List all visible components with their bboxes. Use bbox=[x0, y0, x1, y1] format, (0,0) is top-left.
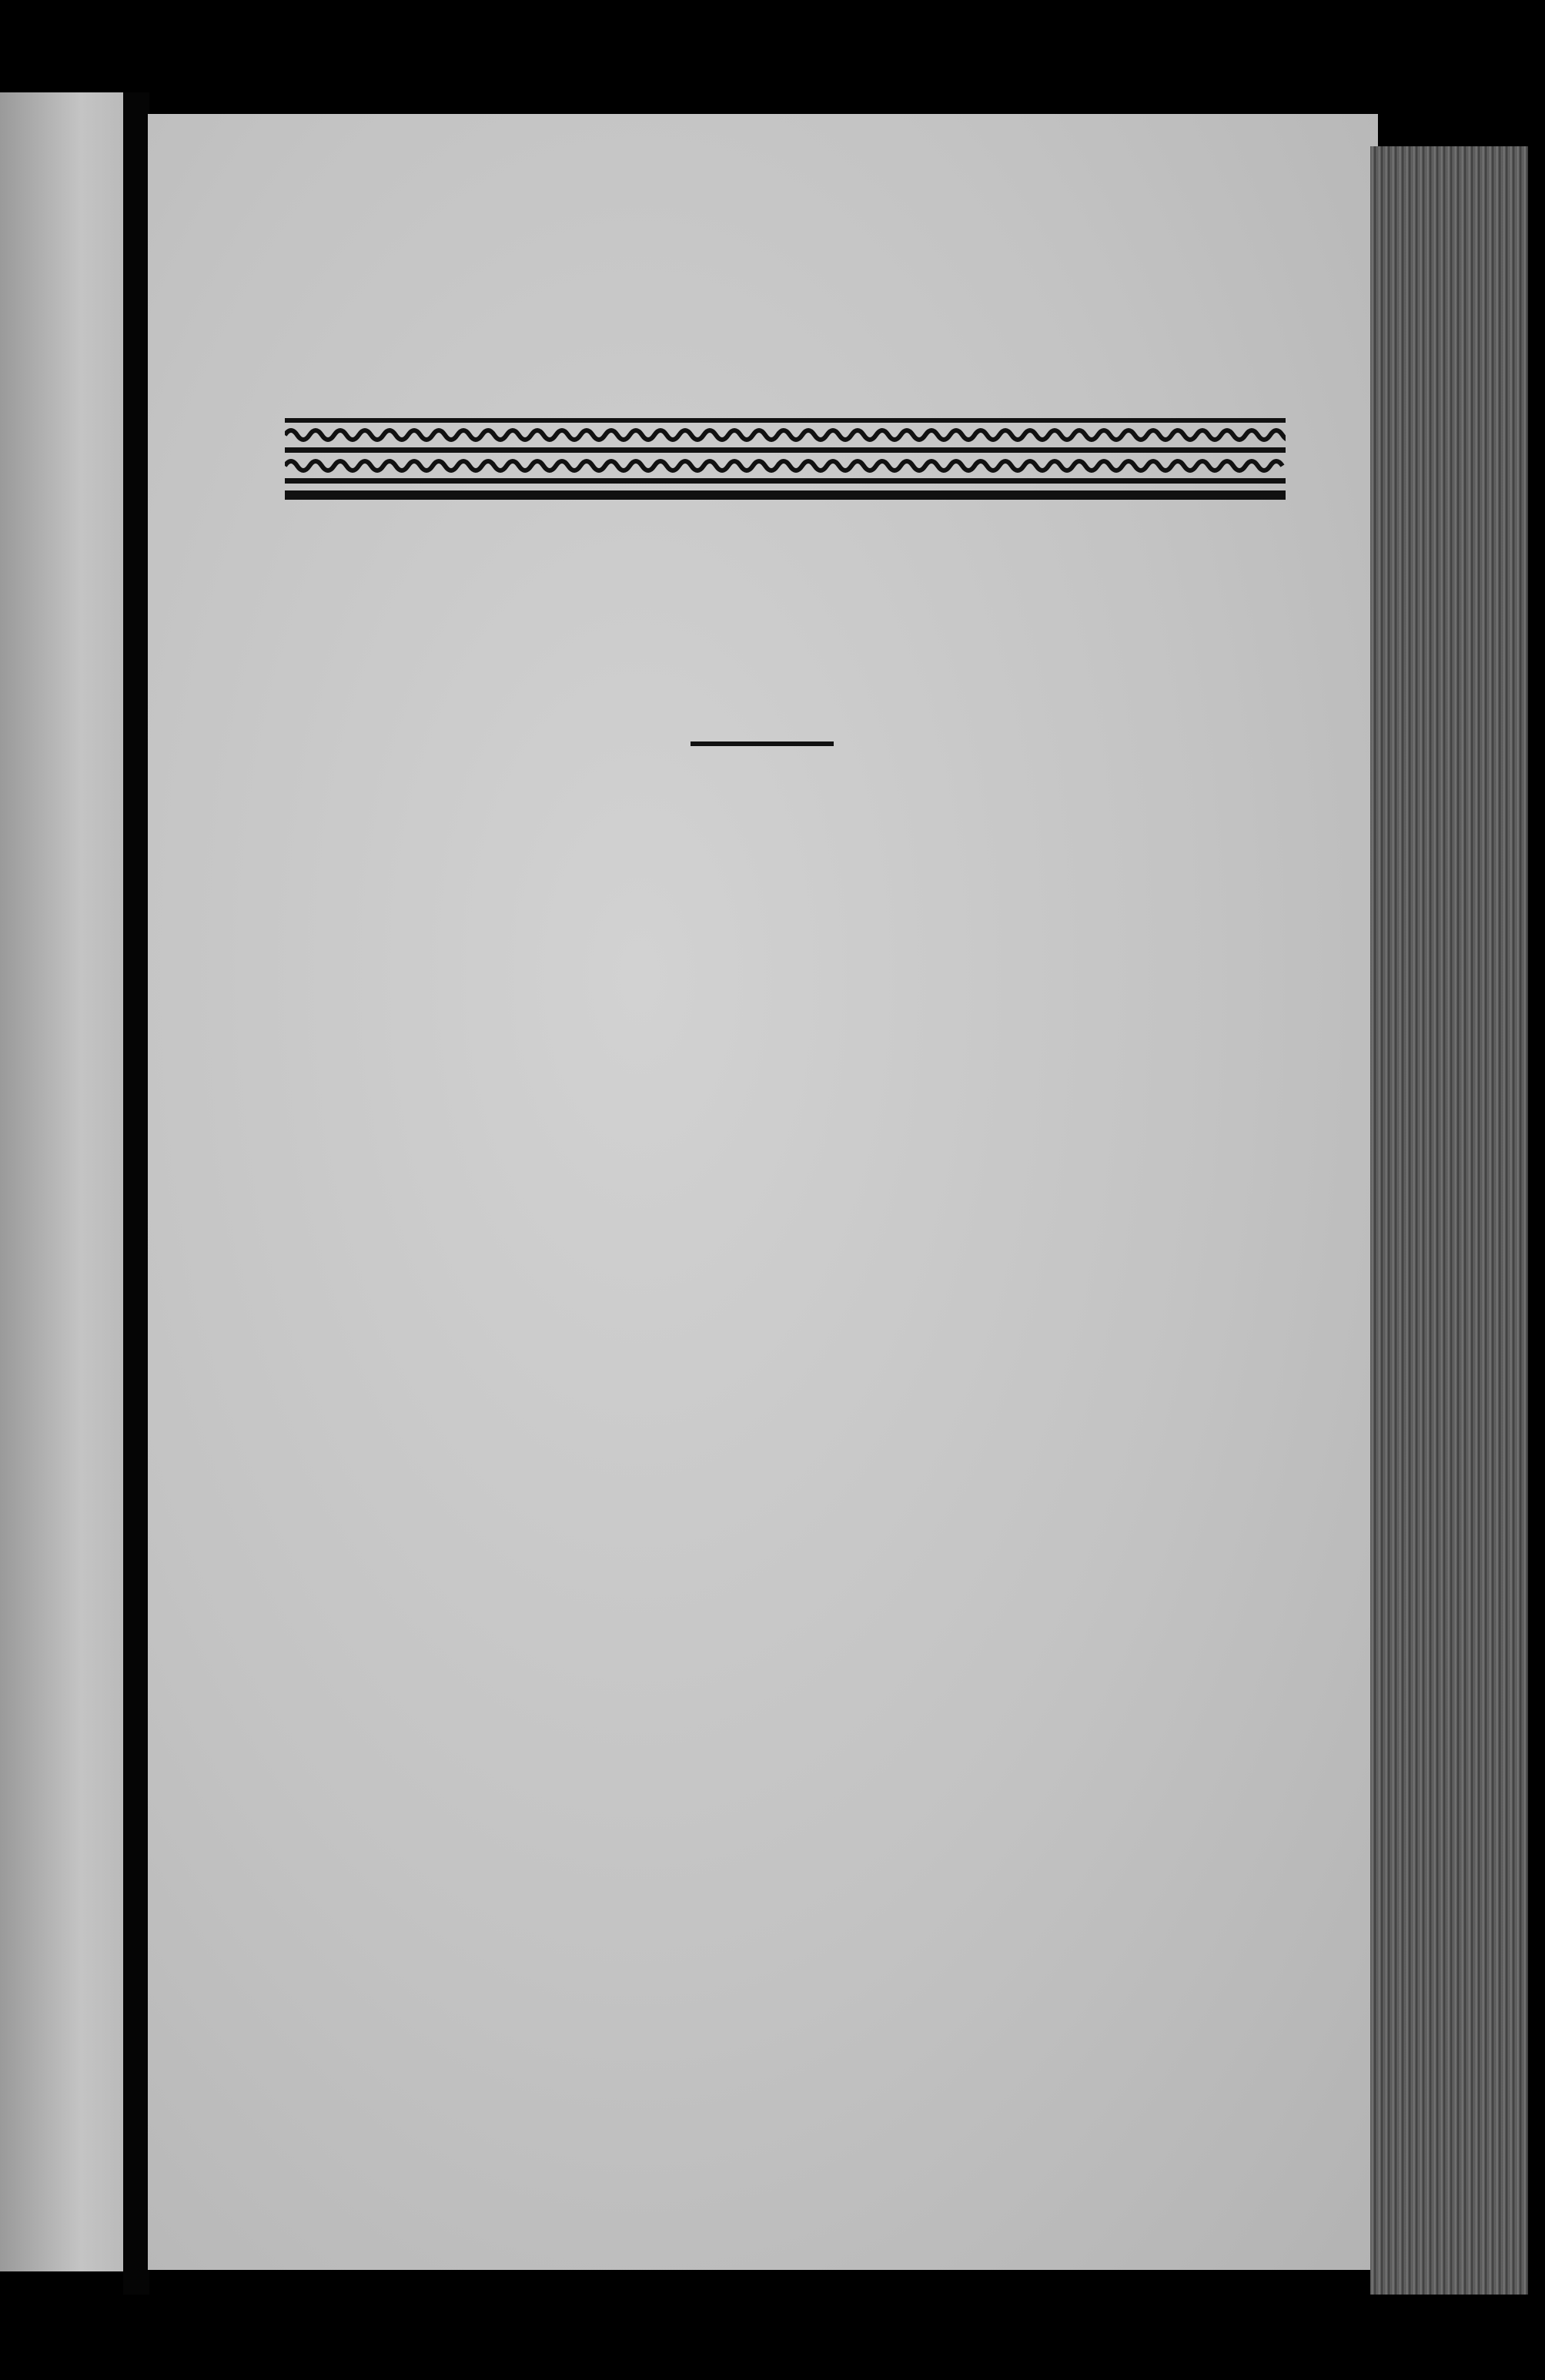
year-underline bbox=[691, 741, 834, 746]
book-gutter bbox=[123, 92, 149, 2295]
page-edges bbox=[1370, 146, 1528, 2295]
facing-page bbox=[0, 92, 135, 2271]
decorative-header-border bbox=[285, 418, 1286, 501]
book-page bbox=[148, 114, 1378, 2270]
scan-border-top bbox=[148, 0, 1545, 114]
